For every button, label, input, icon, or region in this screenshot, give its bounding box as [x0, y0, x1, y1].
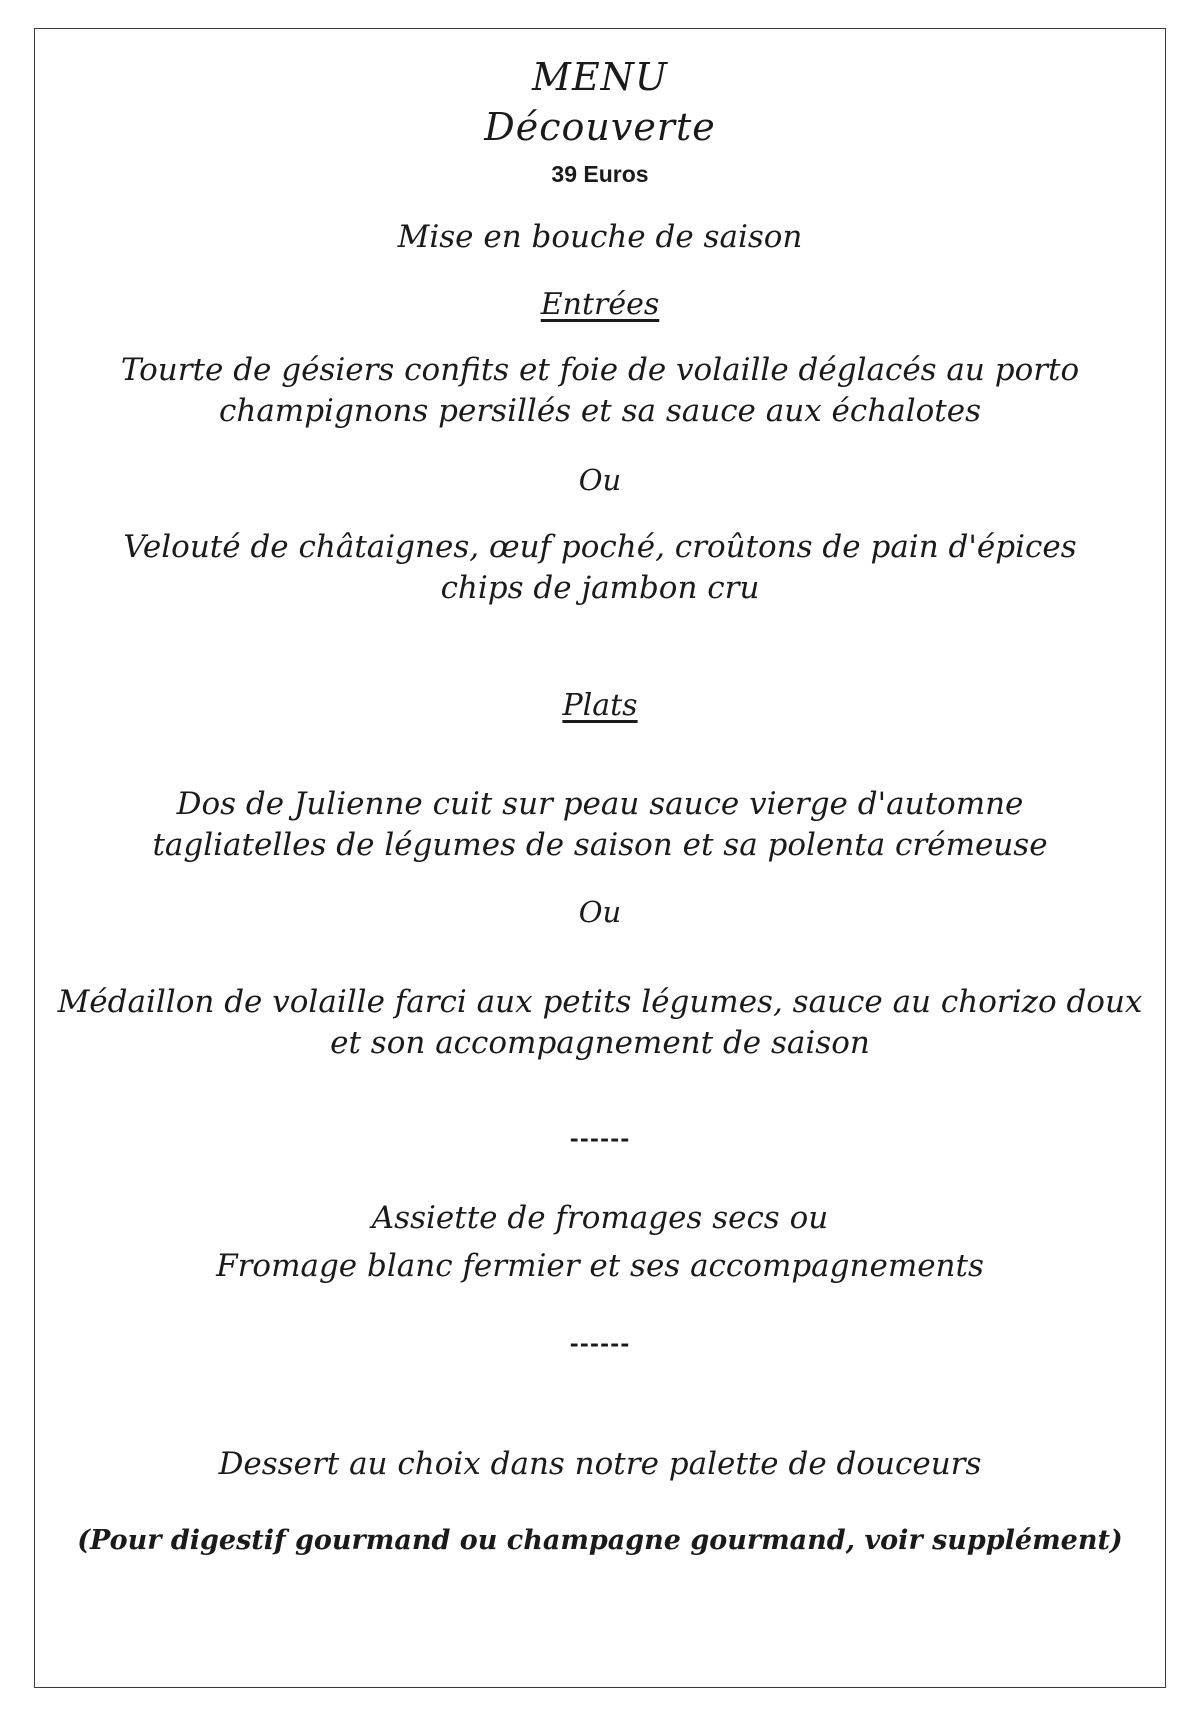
plat-or: Ou: [578, 895, 622, 929]
menu-price: 39 Euros: [551, 161, 649, 187]
amuse-bouche: Mise en bouche de saison: [397, 219, 803, 255]
entree-option-1-line-1: Tourte de gésiers confits et foie de volaille déglacés au porto: [120, 352, 1080, 388]
entree-option-2-line-1: Velouté de châtaignes, œuf poché, croûtons de pain d'épices: [123, 529, 1077, 565]
plat-option-2-line-1: Médaillon de volaille farci aux petits légumes, sauce au chorizo doux: [57, 984, 1143, 1020]
fromages-line-1: Assiette de fromages secs ou: [371, 1200, 829, 1236]
separator-1: ------: [569, 1126, 631, 1152]
entrees-heading: Entrées: [540, 287, 660, 322]
entree-option-1-line-2: champignons persillés et sa sauce aux échalotes: [219, 393, 981, 429]
menu-subtitle: Découverte: [484, 105, 716, 149]
supplement-note: (Pour digestif gourmand ou champagne gourmand, voir supplément): [77, 1525, 1123, 1556]
menu-title: MENU: [532, 55, 668, 99]
dessert: Dessert au choix dans notre palette de douceurs: [218, 1446, 982, 1482]
entree-or: Ou: [578, 463, 622, 497]
plat-option-1-line-1: Dos de Julienne cuit sur peau sauce vierge d'automne: [176, 786, 1024, 822]
plats-heading: Plats: [562, 688, 638, 723]
separator-2: ------: [569, 1331, 631, 1357]
plat-option-1-line-2: tagliatelles de légumes de saison et sa polenta crémeuse: [152, 827, 1048, 863]
plat-option-2-line-2: et son accompagnement de saison: [330, 1025, 870, 1061]
entree-option-2-line-2: chips de jambon cru: [440, 570, 760, 606]
fromages-line-2: Fromage blanc fermier et ses accompagnements: [216, 1248, 984, 1284]
